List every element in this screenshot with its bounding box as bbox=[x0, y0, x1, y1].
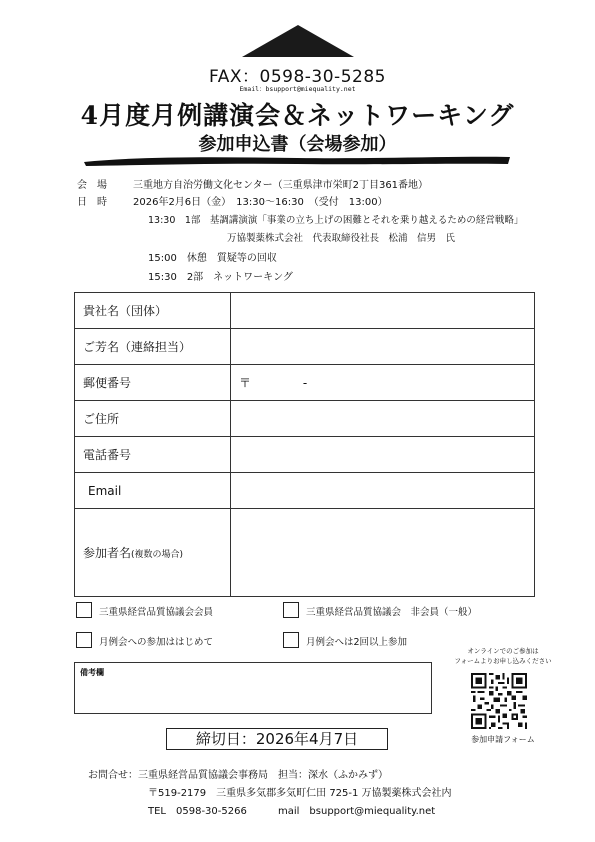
contact-mail[interactable]: mail bsupport@miequality.net bbox=[278, 806, 436, 817]
application-form-table bbox=[74, 292, 535, 597]
page-title: 4月度月例講演会＆ネットワーキング bbox=[80, 101, 515, 130]
email-field[interactable] bbox=[231, 473, 535, 509]
online-notice-line1: オンラインでのご参加は bbox=[467, 647, 539, 655]
attendees-field[interactable] bbox=[231, 509, 535, 597]
non-member-checkbox-label: 三重県経営品質協議会 非会員（一般） bbox=[306, 607, 478, 618]
program-speaker: 万協製薬株式会社 代表取締役社長 松浦 信男 氏 bbox=[227, 233, 456, 244]
non-member-checkbox[interactable] bbox=[283, 602, 299, 618]
deadline-box: 締切日：2026年4月7日 bbox=[166, 728, 388, 750]
postal-code-label: 郵便番号 bbox=[75, 365, 231, 401]
first-time-checkbox[interactable] bbox=[76, 632, 92, 648]
contact-tel: TEL 0598-30-5266 bbox=[148, 806, 247, 817]
date-value: 2026年2月6日（金） 13:30～16:30 （受付 13:00） bbox=[133, 197, 388, 208]
contact-name-label: ご芳名（連絡担当） bbox=[75, 329, 231, 365]
contact-name-field[interactable] bbox=[231, 329, 535, 365]
program-part1: 13:30 1部 基調講演演「事業の立ち上げの困難とそれを乗り越えるための経営戦略」 bbox=[148, 215, 524, 226]
repeat-checkbox[interactable] bbox=[283, 632, 299, 648]
remarks-field[interactable] bbox=[74, 662, 432, 714]
address-label: ご住所 bbox=[75, 401, 231, 437]
member-checkbox[interactable] bbox=[76, 602, 92, 618]
attendees-label-text: 参加者名 bbox=[83, 546, 132, 560]
brush-stroke-divider bbox=[82, 153, 512, 167]
date-label: 日 時 bbox=[77, 197, 107, 208]
online-notice bbox=[444, 646, 562, 666]
venue-label: 会 場 bbox=[77, 180, 107, 191]
contact-line: お問合せ：三重県経営品質協議会事務局 担当：深水（ふかみず） bbox=[88, 770, 388, 781]
venue-value: 三重地方自治労働文化センター（三重県津市栄町2丁目361番地） bbox=[133, 180, 429, 191]
header-email: Email：bsupport@miequality.net bbox=[239, 85, 356, 93]
qr-form-label: 参加申請フォーム bbox=[471, 735, 535, 744]
repeat-checkbox-label: 月例会へは2回以上参加 bbox=[306, 637, 408, 648]
program-break: 15:00 休憩 質疑等の回収 bbox=[148, 253, 277, 264]
postal-code-template: 〒 - bbox=[239, 376, 308, 390]
email-label: Email bbox=[75, 473, 231, 509]
postal-code-field[interactable] bbox=[231, 365, 535, 401]
roof-triangle-icon bbox=[242, 25, 354, 57]
address-field[interactable] bbox=[231, 401, 535, 437]
company-field[interactable] bbox=[231, 293, 535, 329]
first-time-checkbox-label: 月例会への参加ははじめて bbox=[99, 637, 214, 648]
phone-field[interactable] bbox=[231, 437, 535, 473]
phone-label: 電話番号 bbox=[75, 437, 231, 473]
fax-number: FAX：0598-30-5285 bbox=[209, 67, 386, 87]
attendees-note: (複数の場合) bbox=[131, 550, 184, 560]
qr-code-icon[interactable] bbox=[471, 673, 527, 729]
contact-address: 〒519-2179 三重県多気郡多気町仁田 725-1 万協製薬株式会社内 bbox=[148, 788, 452, 799]
attendees-label bbox=[75, 509, 231, 597]
page-subtitle: 参加申込書（会場参加） bbox=[198, 134, 397, 155]
company-label: 貴社名（団体） bbox=[75, 293, 231, 329]
online-notice-line2: フォームよりお申し込みください bbox=[454, 657, 552, 665]
program-part2: 15:30 2部 ネットワーキング bbox=[148, 272, 293, 283]
member-checkbox-label: 三重県経営品質協議会会員 bbox=[99, 607, 214, 618]
remarks-label: 備考欄 bbox=[80, 668, 104, 677]
